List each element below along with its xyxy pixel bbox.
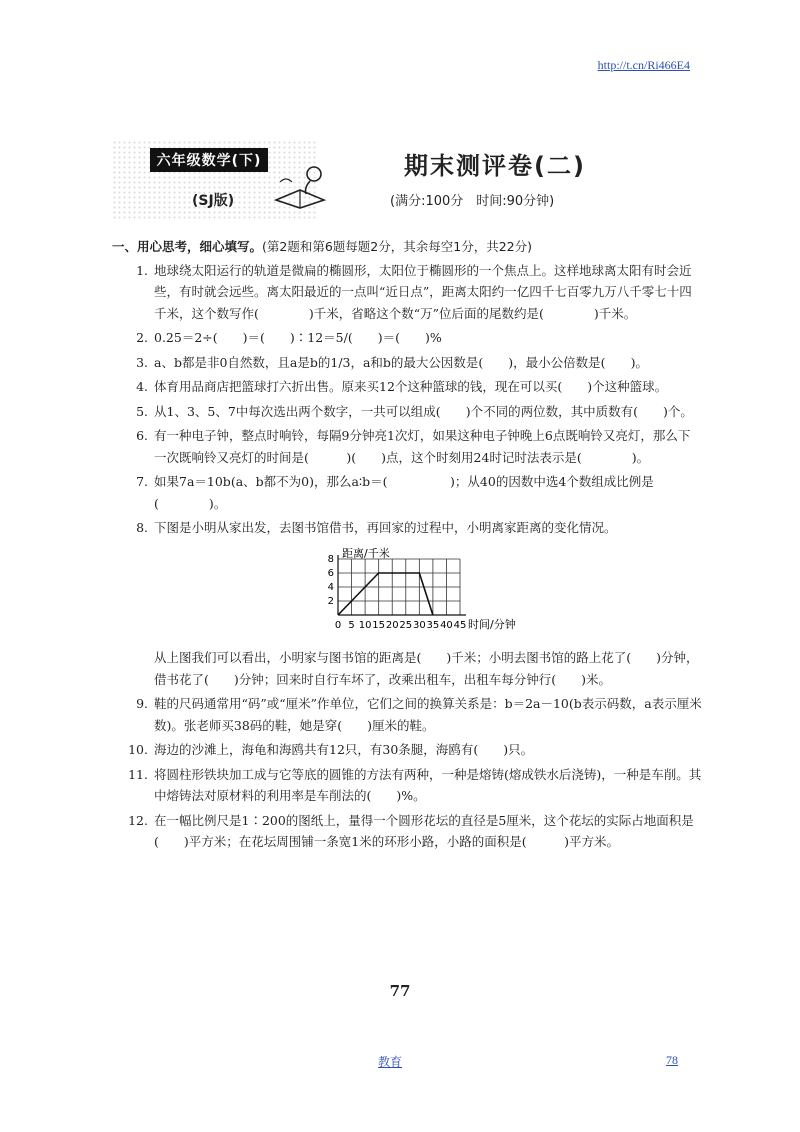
series-line	[338, 573, 433, 615]
question-number: 9.	[136, 696, 148, 711]
question-text: 海边的沙滩上，海龟和海鸥共有12只，有30条腿，海鸥有( )只。	[154, 742, 534, 757]
question-3	[112, 352, 702, 374]
chart-svg	[312, 543, 572, 637]
y-tick-label: 4	[327, 581, 334, 593]
question-number: 7.	[136, 474, 148, 489]
question-number: 5.	[136, 403, 148, 419]
footer-education-link[interactable]: 教育	[378, 1055, 403, 1069]
question-2	[112, 327, 702, 349]
x-tick-label: 5	[348, 619, 355, 631]
page-number: 77	[389, 982, 411, 1000]
question-9	[112, 693, 702, 736]
question-text: 体育用品商店把篮球打六折出售。原来买12个这种篮球的钱，现在可以买( )个这种篮球。	[154, 379, 668, 394]
question-7	[112, 471, 702, 514]
question-text: 如果7a＝10b(a、b都不为0)，那么a∶b＝( )；从40的因数中选4个数组成比例是( )。	[154, 474, 654, 511]
question-number: 3.	[136, 354, 148, 370]
question-4	[112, 376, 702, 398]
question-text: 将圆柱形铁块加工成与它等底的圆锥的方法有两种，一种是熔铸(熔成铁水后浇铸)，一种是车削。其中熔铸法对原材料的利用率是车削法的( )%。	[154, 766, 702, 803]
question-1	[112, 260, 702, 325]
question-text: 0.25＝2÷( )＝( )∶12＝5/( )＝( )%	[154, 330, 442, 345]
x-tick-label: 20	[385, 619, 399, 631]
question-text: 地球绕太阳运行的轨道是微扁的椭圆形，太阳位于椭圆形的一个焦点上。这样地球离太阳有时会近些，有时就会远些。离太阳最近的一点叫“近日点”，距离太阳约一亿四千七百零九万八千零七十四千米，这个数写作( )千米，省略这个数“万”位后面的尾数约是( )千米。	[154, 262, 692, 321]
question-text: 下图是小明从家出发，去图书馆借书，再回家的过程中，小明离家距离的变化情况。	[154, 520, 617, 535]
x-tick-label: 45	[453, 619, 467, 631]
question-number: 8.	[136, 520, 148, 535]
question-number: 10.	[128, 742, 148, 757]
question-11	[112, 764, 702, 807]
question-10	[112, 739, 702, 761]
edition-label: (SJ版)	[192, 193, 235, 209]
question-text: 有一种电子钟，整点时响铃，每隔9分钟亮1次灯，如果这种电子钟晚上6点既响铃又亮灯，那么下一次既响铃又亮灯的时间是( )( )点，这个时刻用24时记时法表示是( )。	[154, 428, 691, 465]
question-number: 12.	[128, 812, 148, 828]
question-12	[112, 810, 702, 853]
section-heading: 一、用心思考，细心填写。	[112, 239, 263, 254]
question-number: 6.	[136, 428, 148, 443]
question-text: 从1、3、5、7中每次选出两个数字，一共可以组成( )个不同的两位数，其中质数有( )个。	[154, 403, 693, 419]
footer-page-link[interactable]: 78	[666, 1053, 678, 1067]
section-scoring-note: (第2题和第6题每题2分，其余每空1分，共22分)	[262, 239, 532, 254]
x-axis-label: 时间/分钟	[468, 617, 516, 631]
question-8	[112, 517, 702, 539]
x-tick-label: 30	[412, 619, 426, 631]
exam-content	[112, 236, 702, 856]
x-tick-label: 0	[334, 619, 342, 631]
source-link[interactable]: http://t.cn/Ri466E4	[597, 58, 690, 72]
x-tick-label: 15	[372, 619, 386, 631]
y-tick-label: 2	[327, 595, 334, 607]
reading-student-icon	[270, 160, 334, 212]
question-text: 在一幅比例尺是1∶200的图纸上，量得一个圆形花坛的直径是5厘米，这个花坛的实际占地面积是( )平方米；在花坛周围铺一条宽1米的环形小路，小路的面积是( )平方米。	[154, 812, 694, 849]
question-text: 从上图我们可以看出，小明家与图书馆的距离是( )千米；小明去图书馆的路上花了( )分钟，借书花了( )分钟；回来时自行车坏了，改乘出租车，出租车每分钟行( )米。	[154, 650, 699, 687]
question-6	[112, 425, 702, 468]
distance-time-chart	[312, 543, 702, 644]
question-number: 1.	[136, 262, 148, 278]
y-tick-label: 8	[327, 553, 334, 565]
question-text: 鞋的尺码通常用“码”或“厘米”作单位，它们之间的换算关系是：b＝2a－10(b表示码数，a表示厘米数)。张老师买38码的鞋，她是穿( )厘米的鞋。	[154, 696, 702, 733]
question-8-followup	[112, 647, 702, 690]
question-5	[112, 401, 702, 423]
x-tick-label: 10	[358, 619, 372, 631]
x-tick-label: 35	[426, 619, 440, 631]
question-number: 11.	[128, 766, 148, 782]
x-tick-label: 40	[440, 619, 453, 631]
question-number: 4.	[136, 379, 148, 394]
x-tick-label: 25	[399, 619, 413, 631]
section-title	[112, 236, 702, 258]
question-number-spacer	[112, 647, 154, 690]
exam-meta: (满分:100分 时间:90分钟)	[390, 194, 555, 209]
question-text: a、b都是非0自然数，且a是b的1/3，a和b的最大公因数是( )，最小公倍数是( )。	[154, 354, 648, 370]
question-number: 2.	[136, 330, 148, 345]
y-axis-label: 距离/千米	[342, 546, 390, 560]
y-tick-label: 6	[327, 567, 334, 579]
exam-header	[112, 130, 697, 230]
exam-title: 期末测评卷(二)	[404, 152, 586, 180]
grade-label: 六年级数学(下)	[150, 148, 268, 172]
